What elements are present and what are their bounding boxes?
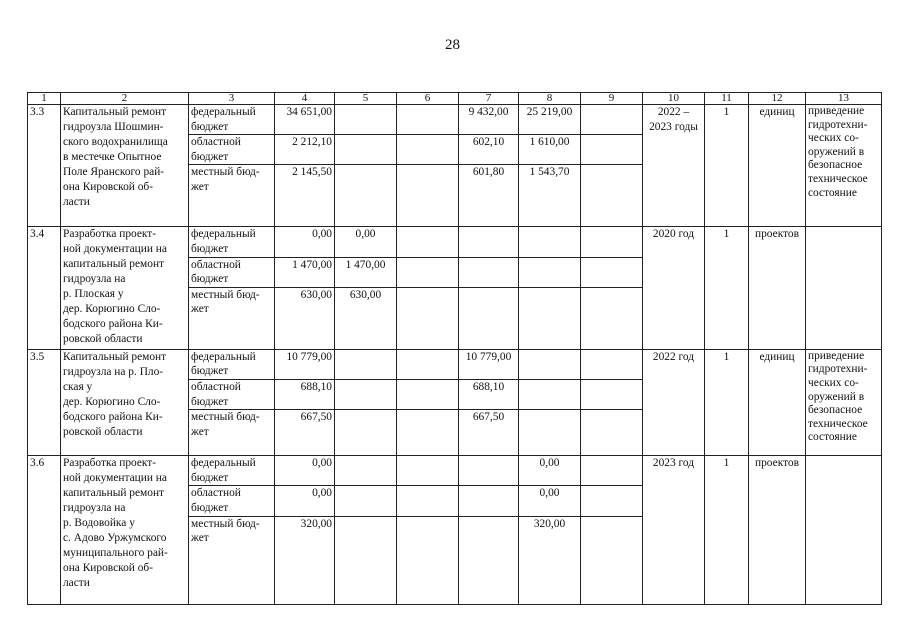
cell-line: ласти [63, 196, 90, 208]
amount-cell: 0,00 [275, 227, 335, 257]
funding-source [189, 165, 275, 227]
cell-line: дер. Корюгино Сло- [63, 303, 161, 316]
amount-cell [335, 486, 397, 516]
cell-line: областной [191, 380, 241, 393]
expected-result [806, 227, 882, 349]
amount-cell [335, 349, 397, 379]
item-name [61, 105, 189, 227]
quantity: 1 [705, 456, 749, 604]
implementation-period [643, 227, 705, 349]
unit: единиц [749, 105, 806, 227]
header-cell: 7 [459, 93, 519, 105]
cell-line: бюджет [191, 242, 229, 255]
amount-cell [335, 135, 397, 165]
cell-line: бюджет [191, 150, 229, 163]
amount-cell [397, 516, 459, 604]
amount-cell [397, 105, 459, 135]
cell-line: ская у [63, 380, 93, 393]
expected-result [806, 456, 882, 604]
unit: проектов [749, 456, 806, 604]
funding-source [189, 456, 275, 486]
amount-cell: 0,00 [275, 456, 335, 486]
cell-line: с. Адово Уржумского [63, 532, 167, 545]
amount-cell [335, 165, 397, 227]
amount-cell: 2 145,50 [275, 165, 335, 227]
cell-line: местный бюд- [191, 411, 260, 424]
cell-line: техническое [808, 172, 868, 185]
header-cell: 11 [705, 93, 749, 105]
amount-cell [397, 379, 459, 409]
cell-line: оружений в [808, 390, 865, 403]
cell-line: приведение [808, 105, 865, 117]
cell-line: ласти [63, 577, 90, 590]
amount-cell [397, 227, 459, 257]
cell-line: гидротехни- [808, 118, 868, 131]
cell-line: жет [191, 532, 209, 545]
amount-cell: 0,00 [335, 227, 397, 257]
amount-cell [581, 227, 643, 257]
table-row [28, 456, 882, 486]
amount-cell [459, 516, 519, 604]
cell-line: федеральный [191, 228, 256, 241]
cell-line: федеральный [191, 106, 256, 118]
amount-cell [397, 486, 459, 516]
amount-cell: 34 651,00 [275, 105, 335, 135]
amount-cell: 320,00 [519, 516, 581, 604]
amount-cell [459, 287, 519, 349]
amount-cell [519, 349, 581, 379]
amount-cell [397, 287, 459, 349]
cell-line: состояние [808, 186, 857, 199]
cell-line: она Кировской об- [63, 181, 154, 193]
cell-line: Поле Яранского рай- [63, 166, 165, 178]
cell-line: гидроузла на р. Пло- [63, 365, 164, 378]
header-cell: 1 [28, 93, 61, 105]
cell-line: в местечке Опытное [63, 151, 162, 163]
header-cell: 4 [275, 93, 335, 105]
amount-cell [581, 287, 643, 349]
amount-cell [581, 410, 643, 456]
quantity: 1 [705, 105, 749, 227]
cell-line: Разработка проект- [63, 228, 157, 241]
amount-cell: 1 610,00 [519, 135, 581, 165]
program-table [27, 92, 882, 605]
amount-cell: 602,10 [459, 135, 519, 165]
cell-line: гидротехни- [808, 363, 868, 376]
cell-line: 2022 – [657, 106, 690, 118]
cell-line: бюджет [191, 365, 229, 378]
item-name [61, 349, 189, 455]
amount-cell [519, 227, 581, 257]
amount-cell: 9 432,00 [459, 105, 519, 135]
amount-cell [335, 379, 397, 409]
cell-line: Капитальный ремонт [63, 106, 167, 118]
amount-cell [397, 135, 459, 165]
header-cell: 2 [61, 93, 189, 105]
cell-line: местный бюд- [191, 288, 260, 301]
amount-cell [459, 227, 519, 257]
cell-line: бюджет [191, 395, 229, 408]
cell-line: бюджет [191, 501, 229, 514]
amount-cell [581, 486, 643, 516]
unit: единиц [749, 349, 806, 455]
funding-source [189, 135, 275, 165]
funding-source [189, 227, 275, 257]
cell-line: федеральный [191, 457, 256, 470]
amount-cell: 688,10 [459, 379, 519, 409]
cell-line: р. Водовойка у [63, 517, 135, 530]
implementation-period [643, 456, 705, 604]
amount-cell: 1 470,00 [335, 257, 397, 287]
amount-cell [335, 105, 397, 135]
cell-line: местный бюд- [191, 166, 260, 179]
cell-line: жет [191, 180, 209, 193]
header-cell: 9 [581, 93, 643, 105]
amount-cell [581, 456, 643, 486]
header-cell: 8 [519, 93, 581, 105]
item-number: 3.6 [28, 456, 61, 604]
amount-cell [397, 165, 459, 227]
funding-source [189, 349, 275, 379]
amount-cell: 0,00 [519, 486, 581, 516]
cell-line: ной документации на [63, 472, 167, 485]
expected-result [806, 349, 882, 455]
amount-cell: 667,50 [459, 410, 519, 456]
amount-cell: 10 779,00 [275, 349, 335, 379]
amount-cell [581, 379, 643, 409]
amount-cell [459, 456, 519, 486]
funding-source [189, 379, 275, 409]
cell-line: безопасное [808, 404, 863, 417]
cell-line: Капитальный ремонт [63, 350, 167, 363]
cell-line: ческих со- [808, 376, 859, 389]
quantity: 1 [705, 349, 749, 455]
amount-cell [397, 349, 459, 379]
amount-cell [335, 456, 397, 486]
cell-line: бюджет [191, 471, 229, 484]
item-name [61, 227, 189, 349]
amount-cell: 1 470,00 [275, 257, 335, 287]
cell-line: гидроузла на [63, 502, 126, 515]
cell-line: капитальный ремонт [63, 487, 165, 500]
cell-line: бодского района Ки- [63, 318, 163, 331]
cell-line: гидроузла Шошмин- [63, 121, 164, 133]
header-cell: 12 [749, 93, 806, 105]
amount-cell: 630,00 [275, 287, 335, 349]
cell-line: федеральный [191, 350, 256, 363]
amount-cell [581, 257, 643, 287]
amount-cell: 10 779,00 [459, 349, 519, 379]
cell-line: оружений в [808, 145, 865, 158]
cell-line: безопасное [808, 159, 863, 172]
header-cell: 5 [335, 93, 397, 105]
amount-cell: 25 219,00 [519, 105, 581, 135]
cell-line: ского водохранилища [63, 136, 168, 148]
cell-line: 2023 годы [649, 120, 698, 133]
amount-cell [335, 516, 397, 604]
cell-line: бюджет [191, 120, 229, 133]
cell-line: гидроузла на [63, 273, 126, 286]
cell-line: областной [191, 258, 241, 271]
amount-cell [459, 257, 519, 287]
amount-cell: 2 212,10 [275, 135, 335, 165]
cell-line: жет [191, 425, 209, 438]
funding-source [189, 486, 275, 516]
table-row [28, 105, 882, 135]
item-number: 3.4 [28, 227, 61, 349]
amount-cell [397, 410, 459, 456]
funding-source [189, 516, 275, 604]
amount-cell [581, 516, 643, 604]
funding-source [189, 410, 275, 456]
cell-line: ной документации на [63, 243, 167, 256]
cell-line: муниципального рай- [63, 547, 168, 560]
amount-cell [335, 410, 397, 456]
amount-cell: 630,00 [335, 287, 397, 349]
cell-line: ровской области [63, 333, 143, 346]
funding-source [189, 257, 275, 287]
cell-line: капитальный ремонт [63, 258, 165, 271]
cell-line: жет [191, 303, 209, 316]
item-name [61, 456, 189, 604]
unit: проектов [749, 227, 806, 349]
cell-line: состояние [808, 431, 857, 444]
funding-source [189, 287, 275, 349]
implementation-period [643, 105, 705, 227]
cell-line: 2020 год [652, 228, 695, 241]
cell-line: дер. Корюгино Сло- [63, 395, 161, 408]
amount-cell: 0,00 [519, 456, 581, 486]
amount-cell [397, 257, 459, 287]
header-row [28, 93, 882, 105]
cell-line: бодского района Ки- [63, 410, 163, 423]
header-cell: 10 [643, 93, 705, 105]
cell-line: бюджет [191, 273, 229, 286]
cell-line: 2022 год [652, 350, 695, 363]
page-number: 28 [445, 37, 460, 53]
implementation-period [643, 349, 705, 455]
amount-cell [581, 135, 643, 165]
header-cell: 13 [806, 93, 882, 105]
amount-cell: 667,50 [275, 410, 335, 456]
amount-cell [519, 410, 581, 456]
amount-cell: 320,00 [275, 516, 335, 604]
amount-cell [519, 257, 581, 287]
cell-line: ровской области [63, 425, 143, 438]
amount-cell: 688,10 [275, 379, 335, 409]
amount-cell [581, 165, 643, 227]
amount-cell [459, 486, 519, 516]
cell-line: техническое [808, 417, 868, 430]
item-number: 3.3 [28, 105, 61, 227]
cell-line: местный бюд- [191, 517, 260, 530]
cell-line: областной [191, 136, 241, 149]
amount-cell [397, 456, 459, 486]
cell-line: областной [191, 487, 241, 500]
amount-cell [519, 379, 581, 409]
cell-line: ческих со- [808, 132, 859, 145]
item-number: 3.5 [28, 349, 61, 455]
quantity: 1 [705, 227, 749, 349]
table-row [28, 349, 882, 379]
expected-result [806, 105, 882, 227]
header-cell: 3 [189, 93, 275, 105]
cell-line: Разработка проект- [63, 457, 157, 470]
funding-source [189, 105, 275, 135]
amount-cell [519, 287, 581, 349]
amount-cell: 0,00 [275, 486, 335, 516]
amount-cell: 1 543,70 [519, 165, 581, 227]
cell-line: приведение [808, 349, 865, 362]
table-row [28, 227, 882, 257]
cell-line: р. Плоская у [63, 288, 124, 301]
amount-cell [581, 105, 643, 135]
amount-cell: 601,80 [459, 165, 519, 227]
header-cell: 6 [397, 93, 459, 105]
cell-line: 2023 год [652, 457, 695, 470]
amount-cell [581, 349, 643, 379]
cell-line: она Кировской об- [63, 562, 154, 575]
